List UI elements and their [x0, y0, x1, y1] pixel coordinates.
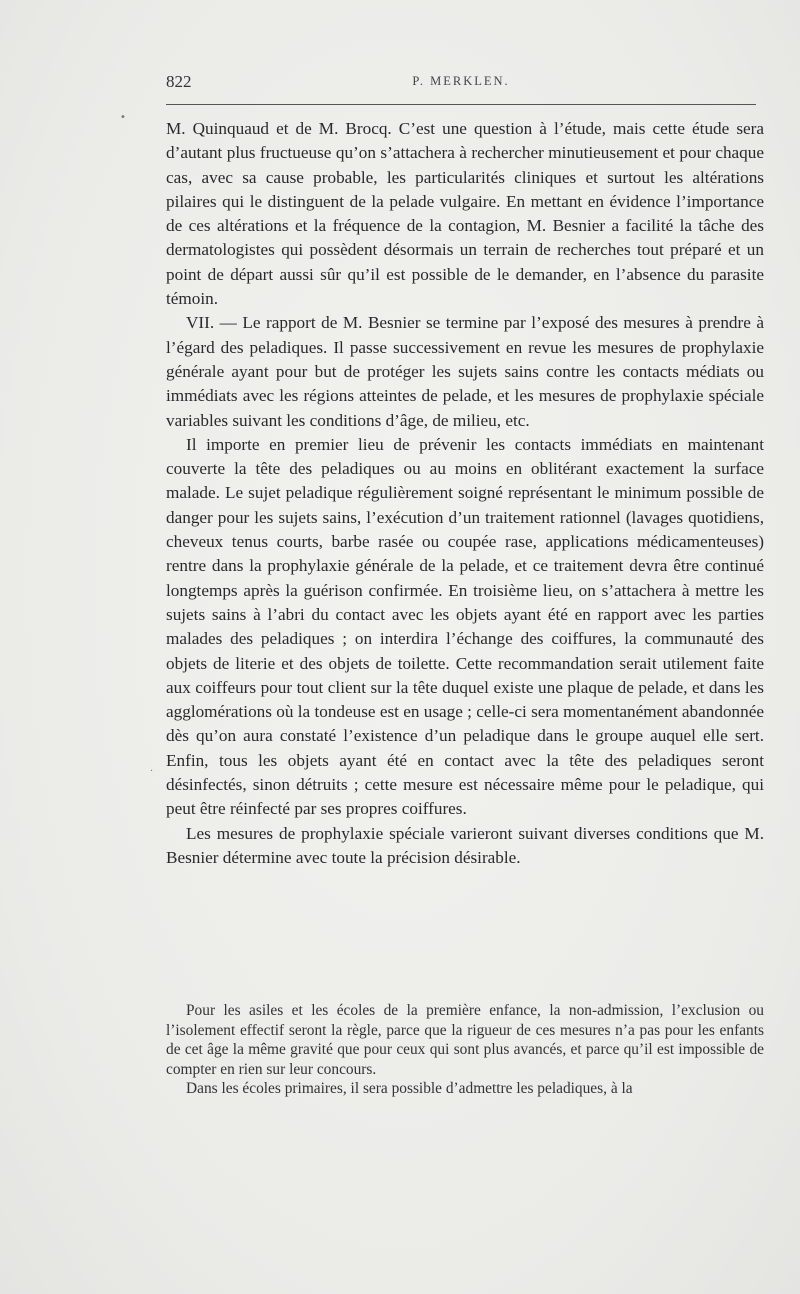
page-number: 822: [166, 72, 192, 91]
main-text: [166, 117, 764, 870]
running-head: P. MERKLEN.: [412, 74, 510, 88]
page-header: [166, 72, 756, 96]
margin-dot: •: [120, 112, 126, 123]
paragraph: Il importe en premier lieu de prévenir les contacts immédiats en maintenant couverte la tête des peladiques ou au moins en oblitérant exactement la surface malade. Le sujet peladique régulièrement soigné représentant le minimum possible de danger pour les sujets sains, l’exécution d’un traitement rationnel (lavages quotidiens, cheveux tenus courts, barbe rasée ou coupée rase, applications médicamenteuses) rentre dans la prophylaxie générale de la pelade, et ce traitement devra être continué longtemps après la guérison confirmée. En troisième lieu, on s’attachera à mettre les sujets sains à l’abri du contact avec les objets ayant été en rapport avec les parties malades des peladiques ; on interdira l’échange des coiffures, la communauté des objets de literie et des objets de toilette. Cette recommandation serait utilement faite aux coiffeurs pour tout client sur la tête duquel existe une plaque de pelade, et dans les agglomérations où la tondeuse est en usage ; celle-ci sera momentanément abandonnée dès qu’on aura constaté l’existence d’un peladique dans le groupe auquel elle sert. Enfin, tous les objets ayant été en contact avec la tête des peladiques seront désinfectés, sinon détruits ; cette mesure est nécessaire même pour le peladique, qui peut être réinfecté par ses propres coiffures.: [166, 434, 764, 819]
margin-dot: ·: [150, 766, 154, 777]
paragraph: Les mesures de prophylaxie spéciale varieront suivant diverses conditions que M. Besnier détermine avec toute la précision désirable.: [166, 823, 764, 867]
header-rule: [166, 104, 756, 105]
paragraph: VII. — Le rapport de M. Besnier se termine par l’exposé des mesures à prendre à l’égard des peladiques. Il passe successivement en revue les mesures de prophylaxie générale ayant pour but de protéger les sujets sains contre les contacts médiats ou immédiats avec les régions atteintes de pelade, et les mesures de prophylaxie spéciale variables suivant les conditions d’âge, de milieu, etc.: [166, 313, 764, 430]
small-paragraph: Dans les écoles primaires, il sera possible d’admettre les peladiques, à la: [186, 1080, 633, 1097]
small-paragraph: Pour les asiles et les écoles de la première enfance, la non-admission, l’exclusion ou l’isolement effectif seront la règle, parce que la rigueur de ces mesures n’a pas pour les enfants de cet âge la même gravité que pour ceux qui sont plus avancés, et parce qu’il est impossible de compter en rien sur leur concours.: [166, 1002, 764, 1078]
small-print-text: [166, 1001, 764, 1099]
paragraph: M. Quinquaud et de M. Brocq. C’est une question à l’étude, mais cette étude sera d’autant plus fructueuse qu’on s’attachera à rechercher minutieusement et pour chaque cas, avec sa cause probable, les particularités cliniques et surtout les altérations pilaires qui le distinguent de la pelade vulgaire. En mettant en évidence l’importance de ces altérations et la fréquence de la contagion, M. Besnier a facilité la tâche des dermatologistes qui possèdent désormais un terrain de recherches tout préparé et un point de départ aussi sûr qu’il est possible de le demander, en l’absence du parasite témoin.: [166, 119, 764, 309]
